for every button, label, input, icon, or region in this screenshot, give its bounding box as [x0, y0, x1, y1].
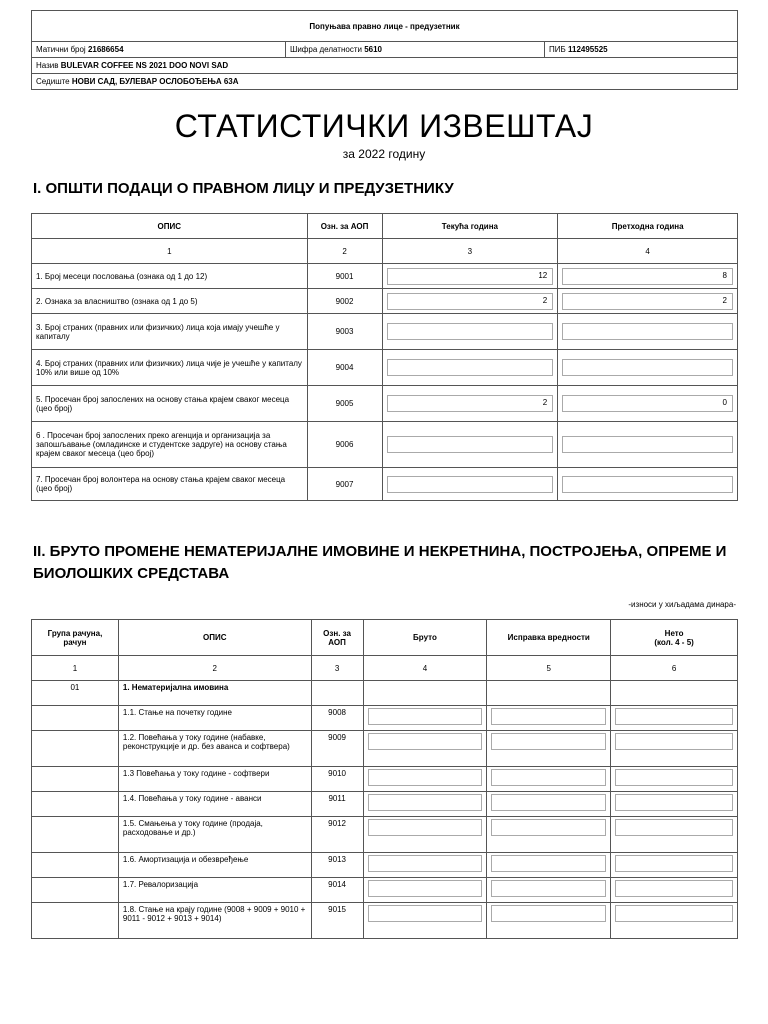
- col-header-desc: ОПИС: [32, 214, 308, 239]
- gross-input[interactable]: [368, 855, 483, 872]
- company-seat-cell: [32, 74, 738, 90]
- current-year-input[interactable]: [387, 476, 554, 493]
- previous-year-input[interactable]: 0: [562, 395, 733, 412]
- net-input[interactable]: [615, 769, 733, 786]
- gross-input[interactable]: [368, 905, 483, 922]
- col-header-adjustment: Исправка вредности: [487, 620, 611, 656]
- company-seat-label: Седиште: [36, 77, 70, 86]
- col-number: 4: [363, 656, 487, 681]
- registration-number-value: 21686654: [87, 45, 124, 54]
- gross-input[interactable]: [368, 880, 483, 897]
- net-input[interactable]: [615, 880, 733, 897]
- table-row: [32, 706, 738, 731]
- col-header-net-line1: Нето: [664, 628, 684, 638]
- adjustment-input[interactable]: [491, 819, 606, 836]
- previous-year-input[interactable]: 2: [562, 293, 733, 310]
- previous-year-input[interactable]: 8: [562, 268, 733, 285]
- company-name-label: Назив: [36, 61, 59, 70]
- net-input[interactable]: [615, 819, 733, 836]
- table-row: [32, 468, 738, 501]
- row-aop: 9010: [311, 767, 363, 792]
- net-input[interactable]: [615, 708, 733, 725]
- row-description: 7. Просечан број волонтера на основу стања крајем сваког месеца (цео број): [32, 468, 308, 501]
- row-description: 1.7. Ревалоризација: [118, 878, 311, 903]
- row-aop: 9005: [307, 386, 382, 422]
- row-description: 1. Број месеци пословања (ознака од 1 до 12): [32, 264, 308, 289]
- section2-heading-line2: БИОЛОШКИХ СРЕДСТАВА: [33, 565, 230, 582]
- row-aop: 9003: [307, 314, 382, 350]
- table-row: [32, 853, 738, 878]
- adjustment-input[interactable]: [491, 905, 606, 922]
- net-input[interactable]: [615, 733, 733, 750]
- table-row: [32, 350, 738, 386]
- row-description: 1.6. Амортизација и обезвређење: [118, 853, 311, 878]
- gross-input[interactable]: [368, 794, 483, 811]
- company-name-value: BULEVAR COFFEE NS 2021 DOO NOVI SAD: [60, 61, 229, 70]
- header-title: Попуњава правно лице - предузетник: [32, 11, 738, 42]
- col-header-aop: Озн. за АОП: [307, 214, 382, 239]
- row-aop: 9013: [311, 853, 363, 878]
- adjustment-input[interactable]: [491, 855, 606, 872]
- table-row: [32, 817, 738, 853]
- col-header-current-year: Текућа година: [382, 214, 558, 239]
- col-header-account-group-line1: Група рачуна,: [47, 628, 103, 638]
- row-description: 1.4. Повећања у току године - аванси: [118, 792, 311, 817]
- col-header-desc: ОПИС: [118, 620, 311, 656]
- table-row: [32, 386, 738, 422]
- current-year-input[interactable]: [387, 436, 554, 453]
- current-year-input[interactable]: 12: [387, 268, 554, 285]
- activity-code-label: Шифра делатности: [290, 45, 362, 54]
- tax-id-value: 112495525: [567, 45, 608, 54]
- gross-input[interactable]: [368, 708, 483, 725]
- table-row: [32, 767, 738, 792]
- table-row: [32, 792, 738, 817]
- section2-heading: [33, 541, 726, 585]
- previous-year-input[interactable]: [562, 323, 733, 340]
- col-number: 5: [487, 656, 611, 681]
- gross-input[interactable]: [368, 819, 483, 836]
- current-year-input[interactable]: [387, 323, 554, 340]
- intangible-assets-table: [31, 619, 738, 939]
- col-header-aop-line2: АОП: [328, 637, 346, 647]
- gross-input[interactable]: [368, 769, 483, 786]
- registration-number-label: Матични број: [36, 45, 86, 54]
- row-aop: 9001: [307, 264, 382, 289]
- col-number: 3: [382, 239, 558, 264]
- activity-code-value: 5610: [364, 45, 382, 54]
- col-number: 3: [311, 656, 363, 681]
- row-aop: 9007: [307, 468, 382, 501]
- current-year-input[interactable]: 2: [387, 293, 554, 310]
- row-description: 1.1. Стање на почетку године: [118, 706, 311, 731]
- general-data-table: [31, 213, 738, 501]
- row-description: 3. Број страних (правних или физичких) лица која имају учешће у капиталу: [32, 314, 308, 350]
- table-row: [32, 314, 738, 350]
- current-year-input[interactable]: 2: [387, 395, 554, 412]
- row-description: 1.8. Стање на крају године (9008 + 9009 + 9010 + 9011 - 9012 + 9013 + 9014): [118, 903, 311, 939]
- gross-input[interactable]: [368, 733, 483, 750]
- group-code: 01: [32, 681, 119, 706]
- table-row: [32, 289, 738, 314]
- previous-year-input[interactable]: [562, 436, 733, 453]
- row-aop: 9009: [311, 731, 363, 767]
- section1-heading: I. ОПШТИ ПОДАЦИ О ПРАВНОМ ЛИЦУ И ПРЕДУЗЕТНИКУ: [33, 180, 454, 197]
- row-description: 2. Ознака за власништво (ознака од 1 до 5): [32, 289, 308, 314]
- col-number: 2: [307, 239, 382, 264]
- current-year-input[interactable]: [387, 359, 554, 376]
- tax-id-label: ПИБ: [549, 45, 566, 54]
- report-title: СТАТИСТИЧКИ ИЗВЕШТАЈ: [174, 108, 594, 144]
- company-seat-value: НОВИ САД, БУЛЕВАР ОСЛОБОЂЕЊА 63А: [71, 77, 239, 86]
- col-number: 1: [32, 239, 308, 264]
- previous-year-input[interactable]: [562, 359, 733, 376]
- adjustment-input[interactable]: [491, 708, 606, 725]
- row-aop: 9011: [311, 792, 363, 817]
- table-row: [32, 903, 738, 939]
- col-number: 4: [558, 239, 738, 264]
- col-number: 1: [32, 656, 119, 681]
- row-aop: 9006: [307, 422, 382, 468]
- report-subtitle: за 2022 годину: [342, 147, 426, 161]
- row-description: 1.3 Повећања у току године - софтвери: [118, 767, 311, 792]
- net-input[interactable]: [615, 855, 733, 872]
- row-aop: 9008: [311, 706, 363, 731]
- col-header-aop-line1: Озн. за: [323, 628, 351, 638]
- adjustment-input[interactable]: [491, 733, 606, 750]
- row-aop: 9015: [311, 903, 363, 939]
- registration-number-cell: [32, 42, 286, 58]
- table-row: [32, 422, 738, 468]
- row-description: 6 . Просечан број запослених преко агенција и организација за запошљавање (омладинске и студентске задруге) на основу стања крајем сваког месеца (цео број): [32, 422, 308, 468]
- row-description: 1.2. Повећања у току године (набавке, реконструкције и др. без аванса и софтвера): [118, 731, 311, 767]
- col-number: 6: [611, 656, 738, 681]
- col-header-previous-year: Претходна година: [558, 214, 738, 239]
- col-header-net: [611, 620, 738, 656]
- tax-id-cell: [545, 42, 738, 58]
- net-input[interactable]: [615, 905, 733, 922]
- row-aop: 9012: [311, 817, 363, 853]
- company-header: [31, 10, 738, 90]
- group-row: [32, 681, 738, 706]
- col-header-gross: Бруто: [363, 620, 487, 656]
- amounts-note: -износи у хиљадама динара-: [628, 600, 736, 609]
- row-description: 4. Број страних (правних или физичких) лица чије је учешће у капиталу 10% или више од 10%: [32, 350, 308, 386]
- adjustment-input[interactable]: [491, 794, 606, 811]
- col-header-account-group: [32, 620, 119, 656]
- company-name-cell: [32, 58, 738, 74]
- col-header-aop: [311, 620, 363, 656]
- group-title: 1. Нематеријална имовина: [118, 681, 311, 706]
- activity-code-cell: [286, 42, 545, 58]
- previous-year-input[interactable]: [562, 476, 733, 493]
- table-row: [32, 878, 738, 903]
- row-aop: 9014: [311, 878, 363, 903]
- row-aop: 9004: [307, 350, 382, 386]
- table-row: [32, 264, 738, 289]
- section2-heading-line1: II. БРУТО ПРОМЕНЕ НЕМАТЕРИЈАЛНЕ ИМОВИНЕ И НЕКРЕТНИНА, ПОСТРОЈЕЊА, ОПРЕМЕ И: [33, 543, 727, 560]
- row-description: 1.5. Смањења у току године (продаја, расходовање и др.): [118, 817, 311, 853]
- col-header-net-line2: (кол. 4 - 5): [654, 637, 694, 647]
- row-aop: 9002: [307, 289, 382, 314]
- table-row: [32, 731, 738, 767]
- col-header-account-group-line2: рачун: [63, 637, 87, 647]
- adjustment-input[interactable]: [491, 769, 606, 786]
- adjustment-input[interactable]: [491, 880, 606, 897]
- row-description: 5. Просечан број запослених на основу стања крајем сваког месеца (цео број): [32, 386, 308, 422]
- net-input[interactable]: [615, 794, 733, 811]
- col-number: 2: [118, 656, 311, 681]
